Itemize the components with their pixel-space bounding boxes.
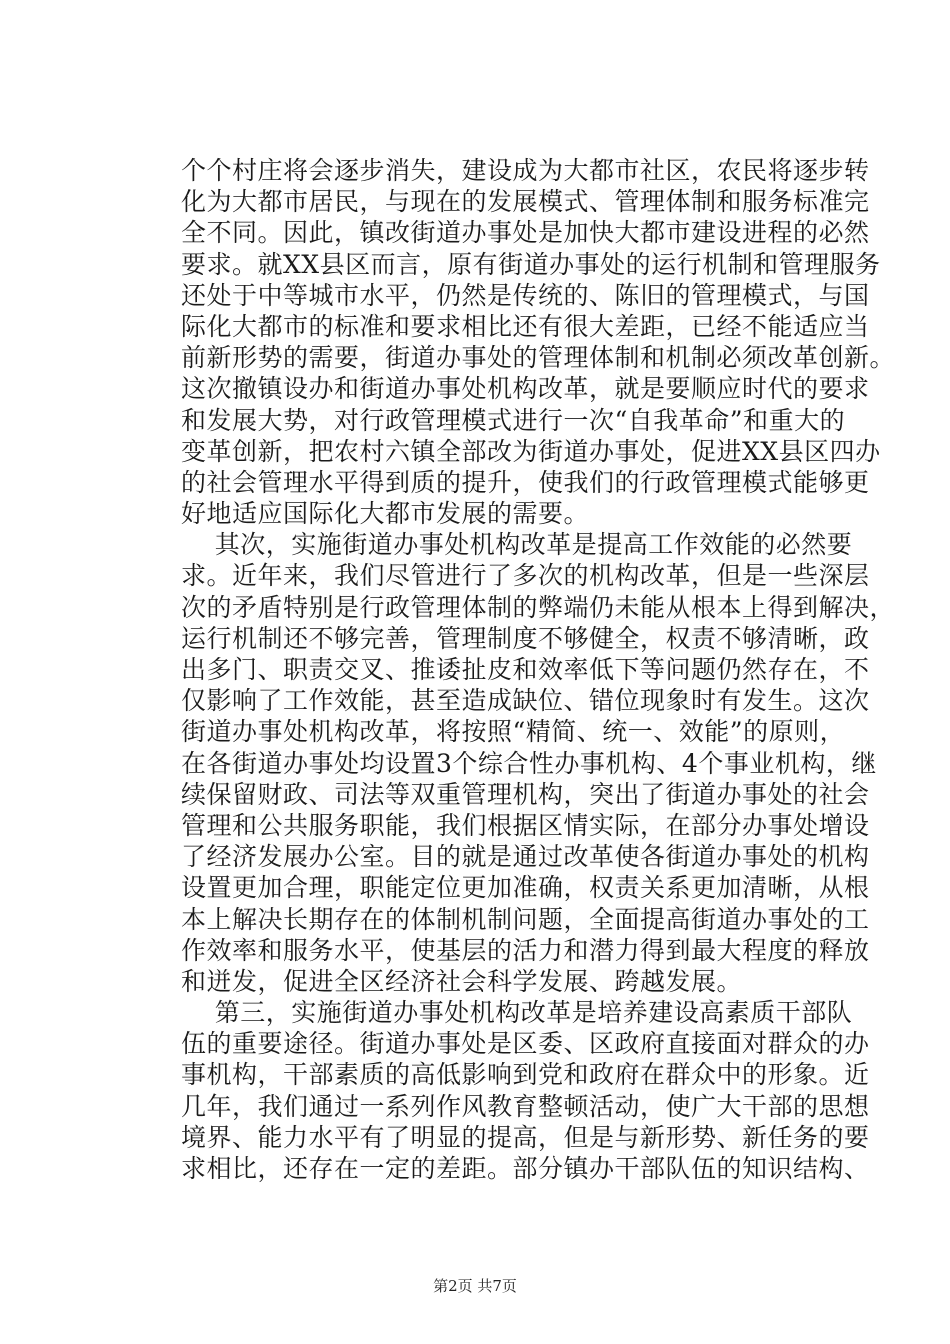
text-line: 境界、能力水平有了明显的提高，但是与新形势、新任务的要	[181, 1122, 870, 1152]
text-line: 了经济发展办公室。目的就是通过改革使各街道办事处的机构	[181, 842, 870, 872]
text-line: 和发展大势，对行政管理模式进行一次“自我革命”和重大的	[181, 405, 846, 435]
text-line: 仅影响了工作效能，甚至造成缺位、错位现象时有发生。这次	[181, 686, 870, 716]
text-line: 求相比，还存在一定的差距。部分镇办干部队伍的知识结构、	[181, 1154, 870, 1183]
text-line: 作效率和服务水平，使基层的活力和潜力得到最大程度的释放	[181, 935, 870, 965]
text-line: 运行机制还不够完善，管理制度不够健全，权责不够清晰，政	[181, 623, 870, 653]
text-line: 化为大都市居民，与现在的发展模式、管理体制和服务标准完	[181, 187, 870, 217]
text-line: 街道办事处机构改革，将按照“精简、统一、效能”的原则，	[181, 717, 846, 747]
text-line: 在各街道办事处均设置3个综合性办事机构、4个事业机构，继	[181, 748, 877, 778]
text-line: 和迸发，促进全区经济社会科学发展、跨越发展。	[181, 966, 743, 996]
text-line: 其次，实施街道办事处机构改革是提高工作效能的必然要	[181, 530, 853, 560]
text-line: 管理和公共服务职能，我们根据区情实际，在部分办事处增设	[181, 810, 870, 840]
text-line: 个个村庄将会逐步消失，建设成为大都市社区，农民将逐步转	[181, 156, 870, 185]
text-line: 事机构，干部素质的高低影响到党和政府在群众中的形象。近	[181, 1060, 870, 1090]
text-line: 第三，实施街道办事处机构改革是培养建设高素质干部队	[181, 998, 853, 1028]
text-line: 要求。就XX县区而言，原有街道办事处的运行机制和管理服务	[181, 249, 881, 279]
text-line: 几年，我们通过一系列作风教育整顿活动，使广大干部的思想	[181, 1091, 870, 1121]
text-line: 好地适应国际化大都市发展的需要。	[181, 499, 590, 529]
text-line: 变革创新，把农村六镇全部改为街道办事处，促进XX县区四办	[181, 436, 881, 466]
page-footer: 第2页 共7页	[433, 1277, 517, 1295]
text-line: 伍的重要途径。街道办事处是区委、区政府直接面对群众的办	[181, 1029, 870, 1059]
text-line: 这次撤镇设办和街道办事处机构改革，就是要顺应时代的要求	[181, 374, 870, 404]
text-line: 前新形势的需要，街道办事处的管理体制和机制必须改革创新。	[181, 343, 896, 373]
body-text	[181, 155, 896, 1184]
text-line: 际化大都市的标准和要求相比还有很大差距，已经不能适应当	[181, 311, 870, 341]
text-line: 设置更加合理，职能定位更加准确，权责关系更加清晰，从根	[181, 873, 870, 903]
text-line: 全不同。因此，镇改街道办事处是加快大都市建设进程的必然	[181, 218, 870, 248]
text-line: 次的矛盾特别是行政管理体制的弊端仍未能从根本上得到解决，	[181, 592, 896, 622]
text-line: 还处于中等城市水平，仍然是传统的、陈旧的管理模式，与国	[181, 280, 870, 310]
text-line: 求。近年来，我们尽管进行了多次的机构改革，但是一些深层	[181, 561, 870, 591]
text-line: 续保留财政、司法等双重管理机构，突出了街道办事处的社会	[181, 779, 870, 809]
text-line: 本上解决长期存在的体制机制问题，全面提高街道办事处的工	[181, 904, 870, 934]
text-line: 的社会管理水平得到质的提升，使我们的行政管理模式能够更	[181, 467, 870, 497]
text-line: 出多门、职责交叉、推诿扯皮和效率低下等问题仍然存在，不	[181, 655, 870, 684]
